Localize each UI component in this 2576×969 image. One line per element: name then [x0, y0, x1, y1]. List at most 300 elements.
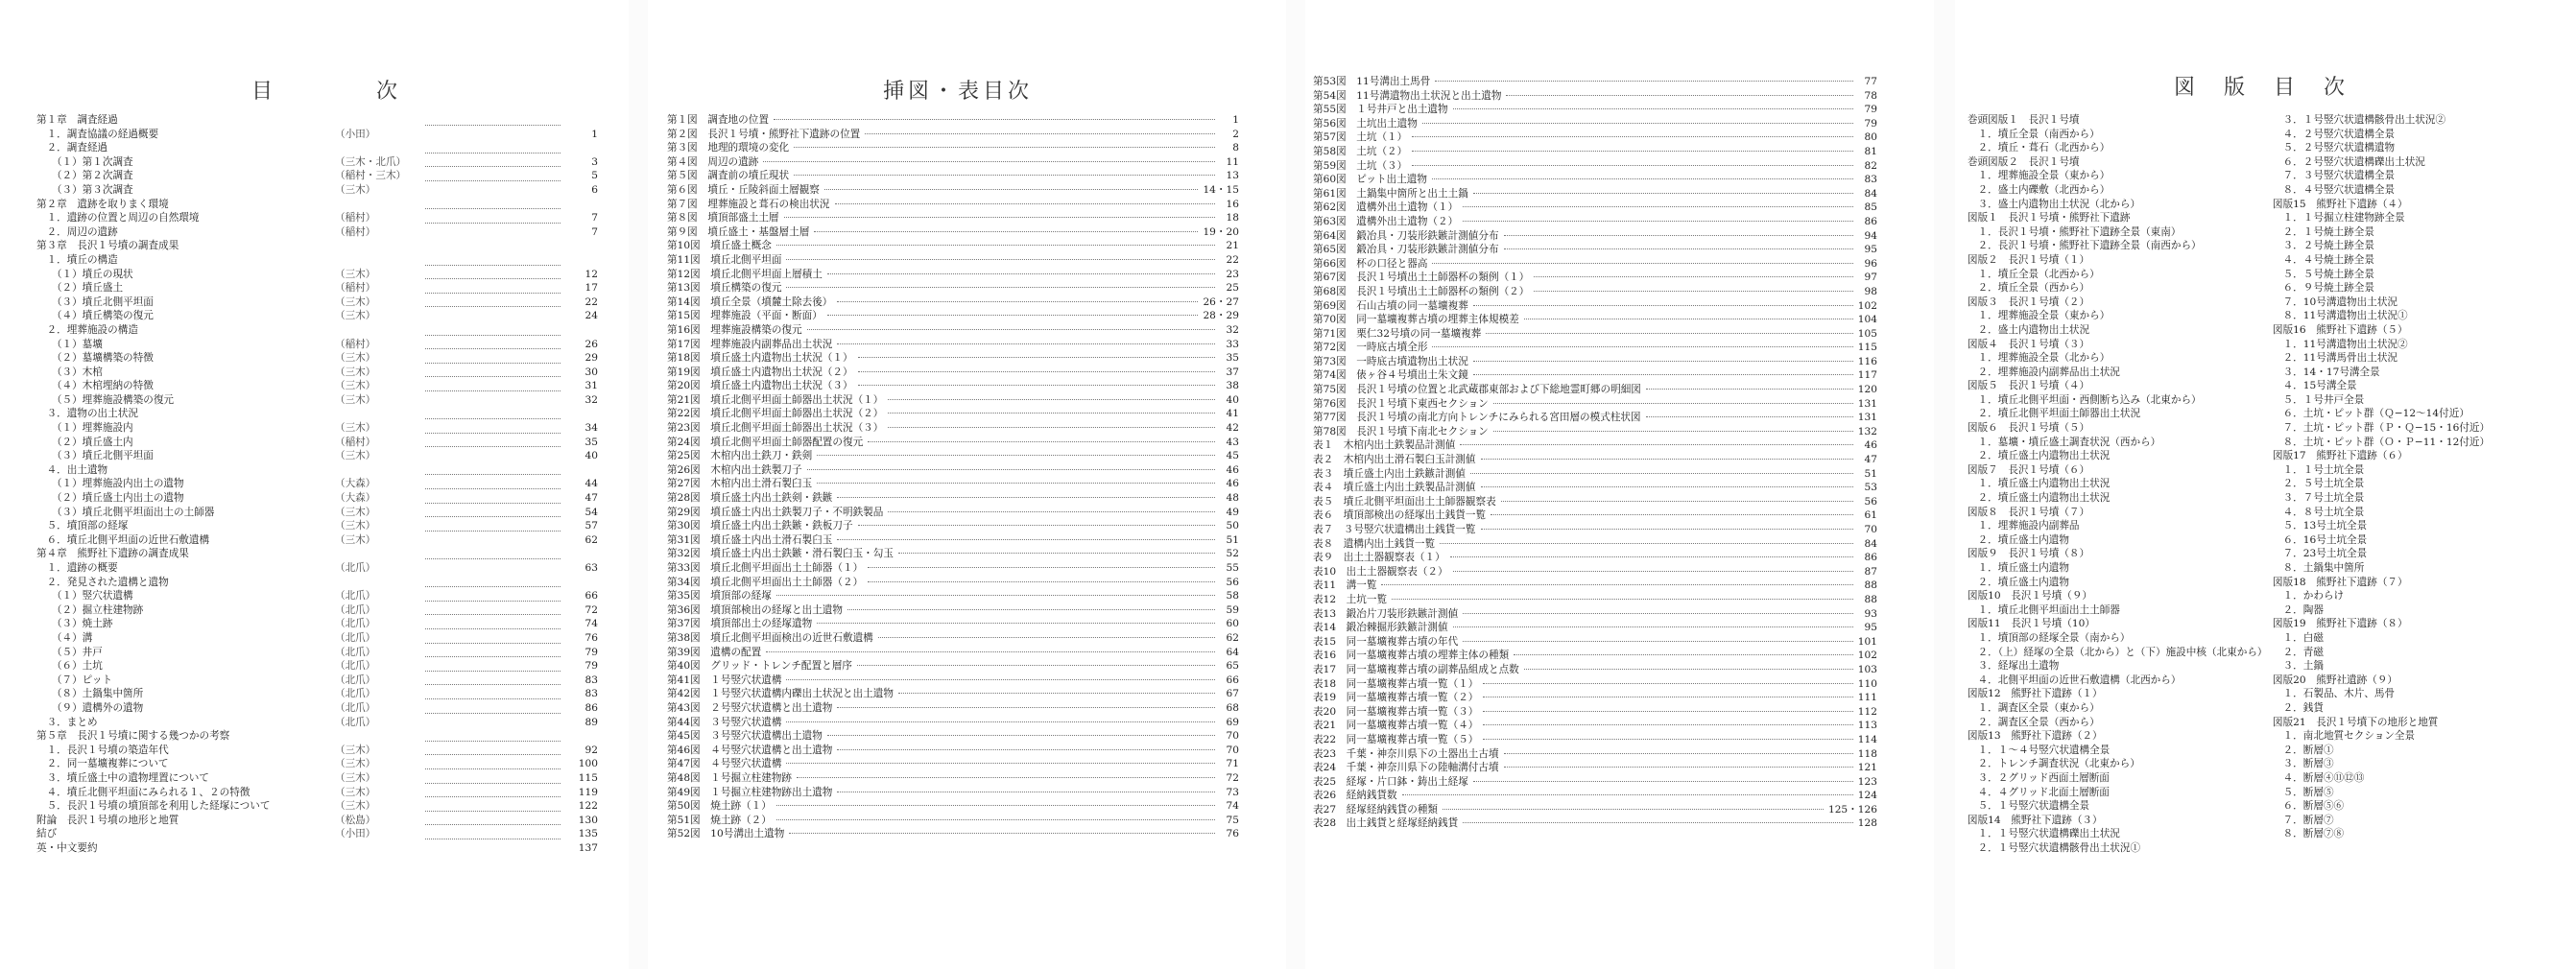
entry-author: （大森） — [335, 492, 376, 505]
entry-label: 第18図 墳丘盛土内遺物出土状況（１） — [667, 352, 853, 365]
dot-leader — [425, 713, 561, 714]
entry-page: 111 — [1857, 692, 1877, 704]
entry-page: 96 — [1864, 257, 1877, 270]
entry-page: 77 — [1864, 76, 1877, 87]
toc-entry — [1313, 705, 1877, 720]
plate-entry: ３．14・17号溝全景 — [2273, 366, 2380, 378]
toc-entry — [1313, 425, 1877, 439]
entry-label: 第33図 墳丘北側平坦面出土土師器（１） — [667, 562, 864, 574]
entry-label: 第75図 長沢１号墳の位置と北武蔵郡東部および下総地霊町郷の明細図 — [1313, 384, 1641, 396]
dot-leader — [857, 665, 1215, 666]
entry-label: 第74図 俵ヶ谷４号墳出土朱文鏡 — [1313, 369, 1468, 382]
entry-page: 132 — [1857, 425, 1877, 437]
plate-entry: ４．２号竪穴状遺構全景 — [2273, 128, 2396, 140]
toc-entry — [1313, 173, 1877, 187]
entry-author: （三木） — [335, 268, 376, 280]
entry-label: ３．遺物の出土状況 — [36, 408, 138, 420]
dot-leader — [827, 315, 1199, 316]
dot-leader — [1501, 501, 1853, 502]
toc-entry — [667, 155, 1239, 170]
dot-leader — [1453, 571, 1853, 572]
plate-entry: ７．３号竪穴状遺構全景 — [2273, 170, 2396, 182]
plate-entry: ７．10号溝遺物出土状況 — [2273, 295, 2398, 308]
plate-entry: ２．青磁 — [2273, 646, 2324, 658]
dot-leader — [425, 698, 561, 699]
toc-entry — [667, 491, 1239, 506]
dot-leader — [776, 805, 1215, 806]
entry-page: 62 — [1226, 631, 1239, 644]
entry-page: 115 — [1857, 342, 1877, 354]
toc-entry — [667, 169, 1239, 183]
plate-entry: 図版16 熊野社下遺跡（５） — [2273, 323, 2408, 336]
plate-entry: ８．断層⑦⑧ — [2273, 828, 2345, 840]
entry-page: 43 — [1226, 436, 1239, 448]
plate-entry: 図版５ 長沢１号墳（４） — [1968, 380, 2090, 392]
entry-label: 表22 同一墓壙複葬古墳一覧（５） — [1313, 733, 1479, 745]
entry-page: 5 — [591, 170, 598, 182]
plate-entry: １．１〜４号竪穴状遺構全景 — [1968, 744, 2111, 756]
entry-author: （三木・北爪） — [335, 155, 407, 168]
entry-label: （４）木棺埋納の特徴 — [36, 380, 154, 392]
entry-label: （３）墳丘北側平坦面出土の土師器 — [36, 506, 215, 518]
entry-page: 113 — [1857, 720, 1877, 732]
dot-leader — [807, 329, 1215, 330]
plate-entry: ７．断層⑦ — [2273, 814, 2334, 826]
entry-page: 65 — [1226, 660, 1239, 673]
toc-entry — [667, 799, 1239, 814]
entry-label: 第13図 墳丘構築の復元 — [667, 282, 782, 295]
toc-entry — [1313, 747, 1877, 762]
entry-page: 3 — [591, 155, 598, 168]
toc-entry — [1313, 327, 1877, 342]
plate-entry: ２．墳丘全景（西から） — [1968, 282, 2090, 295]
toc-entry — [1313, 621, 1877, 635]
dot-leader — [837, 539, 1215, 540]
toc-entry — [1313, 719, 1877, 733]
dot-leader — [868, 581, 1215, 582]
entry-label: 表27 経塚経納銭貨の種類 — [1313, 803, 1439, 815]
entry-label: 表13 鍛冶片刀装形鉄鏃計測値 — [1313, 607, 1459, 620]
entry-page: 26・27 — [1203, 295, 1239, 308]
dot-leader — [1443, 809, 1824, 810]
entry-label: 表28 出土銭貨と経塚経納銭貨 — [1313, 817, 1459, 830]
dot-leader — [766, 651, 1215, 652]
entry-author: （北爪） — [335, 716, 376, 728]
plate-entry: ４．断層④⑪⑫⑬ — [2273, 771, 2365, 784]
entry-label: 第４章 熊野社下遺跡の調査成果 — [36, 548, 189, 560]
entry-label: 結び — [36, 828, 58, 840]
entry-page: 37 — [1226, 366, 1239, 378]
entry-label: 表23 千葉・神奈川県下の土器出土古墳 — [1313, 747, 1499, 760]
toc-entry — [667, 268, 1239, 282]
entry-label: 第32図 墳丘盛土内出土鉄鏃・滑石製臼玉・勾玉 — [667, 548, 894, 560]
entry-label: 第22図 墳丘北側平坦面土師器出土状況（２） — [667, 408, 884, 420]
plate-entry: ４．４号焼土跡全景 — [2273, 253, 2374, 266]
entry-page: 61 — [1864, 509, 1877, 522]
entry-label: （１）墓壙 — [36, 338, 103, 350]
entry-label: １．遺跡の概要 — [36, 562, 118, 574]
plate-entry: ２．陶器 — [2273, 603, 2324, 616]
entry-label: 第63図 遺構外出土遺物（２） — [1313, 215, 1459, 227]
plate-entry: 図版19 熊野社下遺跡（８） — [2273, 618, 2408, 630]
dot-leader — [817, 483, 1215, 484]
entry-label: ２．同一墓壙複葬について — [36, 758, 169, 770]
entry-page: 2 — [1232, 128, 1239, 140]
plate-entry: ８．４号竪穴状遺構全景 — [2273, 183, 2396, 196]
entry-label: 第２図 長沢１号墳・熊野社下遺跡の位置 — [667, 128, 861, 140]
entry-author: （稲村） — [335, 212, 376, 225]
dot-leader — [1470, 473, 1853, 474]
entry-page: 35 — [584, 436, 598, 448]
dot-leader — [837, 343, 1215, 344]
entry-label: 第55図 １号井戸と出土遺物 — [1313, 104, 1448, 116]
entry-page: 48 — [1226, 492, 1239, 505]
toc-entry — [1313, 761, 1877, 775]
entry-label: 第60図 ピット出土遺物 — [1313, 174, 1427, 186]
plate-entry: １．１号掘立柱建物跡全景 — [2273, 212, 2405, 225]
plate-entry: 図版１ 長沢１号墳・熊野社下遺跡 — [1968, 212, 2131, 225]
toc-entry — [1313, 508, 1877, 523]
toc-entry — [667, 183, 1239, 198]
entry-label: 第54図 11号溝遺物出土状況と出土遺物 — [1313, 89, 1502, 102]
dot-leader — [425, 153, 561, 154]
entry-label: 表11 溝一覧 — [1313, 579, 1377, 592]
entry-page: 7 — [591, 212, 598, 225]
page-gutter — [629, 0, 648, 969]
plate-entry: ２．墳丘盛土内遺物 — [1968, 533, 2069, 546]
dot-leader — [1412, 136, 1853, 137]
plate-entry: ８．土鍋集中箇所 — [2273, 562, 2365, 574]
dot-leader — [786, 763, 1215, 764]
toc-entry — [1313, 453, 1877, 467]
dot-leader — [1646, 389, 1853, 390]
toc-entry — [667, 211, 1239, 225]
plate-entry: 図版17 熊野社下遺跡（６） — [2273, 450, 2408, 462]
entry-label: 第12図 墳丘北側平坦面上層積土 — [667, 268, 823, 280]
plates-list-right — [2273, 113, 2561, 841]
entry-label: ２．調査経過 — [36, 142, 108, 154]
dot-leader — [1493, 403, 1853, 404]
entry-page: 23 — [1226, 268, 1239, 280]
dot-leader — [1381, 584, 1853, 585]
entry-label: 第15図 埋葬施設（平面・断面） — [667, 310, 823, 322]
entry-author: （北爪） — [335, 701, 376, 714]
entry-page: 7 — [591, 225, 598, 238]
entry-label: 表19 同一墓壙複葬古墳一覧（２） — [1313, 692, 1479, 704]
plate-entry: ２．長沢１号墳・熊野社下遺跡全景（南西から） — [1968, 240, 2202, 252]
entry-label: （５）埋葬施設構築の復元 — [36, 393, 175, 406]
dot-leader — [1432, 263, 1853, 264]
entry-label: 第52図 10号溝出土遺物 — [667, 828, 785, 840]
entry-page: 32 — [584, 393, 598, 406]
toc-entry — [667, 744, 1239, 758]
entry-page: 31 — [584, 380, 598, 392]
dot-leader — [1440, 543, 1853, 544]
plate-entry: １．白磁 — [2273, 631, 2324, 644]
entry-label: ２．発見された遺構と遺物 — [36, 576, 169, 588]
toc-entry — [667, 659, 1239, 674]
entry-label: ４．出土遺物 — [36, 463, 108, 476]
entry-label: 第11図 墳丘北側平坦面 — [667, 253, 782, 266]
entry-author: （松島） — [335, 814, 376, 826]
entry-label: 第８図 墳頂部盛土土層 — [667, 212, 779, 225]
toc-entry — [36, 128, 598, 142]
entry-page: 105 — [1857, 327, 1877, 340]
dot-leader — [425, 208, 561, 209]
dot-leader — [425, 503, 561, 504]
entry-label: 第40図 グリッド・トレンチ配置と層序 — [667, 660, 852, 673]
toc-entry — [667, 533, 1239, 548]
dot-leader — [888, 413, 1215, 414]
entry-author: （北爪） — [335, 562, 376, 574]
entry-page: 47 — [584, 492, 598, 505]
entry-page: 137 — [578, 841, 598, 854]
entry-page: 79 — [1864, 104, 1877, 116]
plate-entry: １．埋葬施設全景（東から） — [1968, 170, 2111, 182]
plates-title: 図 版 目 次 — [2174, 76, 2349, 100]
entry-page: 17 — [584, 282, 598, 295]
dot-leader — [786, 259, 1215, 260]
entry-author: （三木） — [335, 520, 376, 532]
dot-leader — [784, 217, 1215, 218]
entry-page: 88 — [1864, 593, 1877, 605]
dot-leader — [1435, 81, 1853, 82]
entry-label: 第１章 調査経過 — [36, 114, 118, 126]
entry-page: 128 — [1857, 817, 1877, 830]
dot-leader — [1422, 123, 1853, 124]
entry-page: 56 — [1864, 495, 1877, 508]
plate-entry: ２．墳丘北側平坦面土師器出土状況 — [1968, 408, 2141, 420]
plate-entry: ６．９号焼土跡全景 — [2273, 282, 2374, 295]
entry-author: （三木） — [335, 393, 376, 406]
entry-label: ５．墳頂部の経塚 — [36, 520, 129, 532]
dot-leader — [425, 418, 561, 419]
dot-leader — [776, 245, 1215, 246]
plate-entry: ３．経塚出土遺物 — [1968, 660, 2060, 673]
entry-label: 第25図 木棺内出土鉄刀・鉄剣 — [667, 450, 813, 462]
plate-entry: ２．墳丘盛土内遺物 — [1968, 576, 2069, 588]
entry-label: 第29図 墳丘盛土内出土鉄製刀子・不明鉄製品 — [667, 506, 884, 518]
toc-entry — [667, 253, 1239, 268]
toc-entry — [667, 351, 1239, 366]
toc-entry — [1313, 355, 1877, 369]
entry-page: 74 — [1226, 800, 1239, 813]
entry-page: 79 — [584, 660, 598, 673]
entry-author: （三木） — [335, 183, 376, 196]
dot-leader — [1432, 178, 1853, 179]
dot-leader — [837, 707, 1215, 708]
entry-page: 46 — [1226, 463, 1239, 476]
entry-label: （１）埋葬施設内出土の遺物 — [36, 478, 184, 490]
entry-label: 表18 同一墓壙複葬古墳一覧（１） — [1313, 677, 1479, 690]
entry-label: 表10 出土土器観察表（２） — [1313, 565, 1448, 578]
entry-label: 第66図 杯の口径と器高 — [1313, 257, 1428, 270]
entry-page: 28・29 — [1203, 310, 1239, 322]
entry-author: （三木） — [335, 450, 376, 462]
plate-entry: １．埋葬施設全景（東から） — [1968, 310, 2111, 322]
dot-leader — [425, 741, 561, 742]
toc-entry — [667, 295, 1239, 310]
entry-page: 60 — [1226, 618, 1239, 630]
entry-label: 表８ 遺構内出土銭貨一覧 — [1313, 537, 1436, 550]
entry-label: 第６図 墳丘・丘陵斜面土層観察 — [667, 183, 820, 196]
entry-label: 表20 同一墓壙複葬古墳一覧（３） — [1313, 705, 1479, 718]
entry-page: 95 — [1864, 244, 1877, 256]
entry-label: 第73図 一時底古墳遺物出土状況 — [1313, 355, 1468, 367]
entry-label: 第78図 長沢１号墳下南北セクション — [1313, 425, 1489, 437]
entry-page: 33 — [1226, 338, 1239, 350]
entry-label: 表３ 墳丘盛土内出土鉄鏃計測値 — [1313, 467, 1466, 480]
entry-page: 79 — [1864, 117, 1877, 130]
toc-entry — [667, 338, 1239, 352]
dot-leader — [888, 399, 1215, 400]
entry-label: 第61図 土鍋集中箇所と出土土鍋 — [1313, 187, 1468, 200]
dot-leader — [1453, 626, 1853, 627]
dot-leader — [858, 371, 1215, 372]
toc-entry — [667, 576, 1239, 590]
entry-label: 第50図 焼土跡（１） — [667, 800, 772, 813]
toc-entry — [36, 225, 598, 240]
entry-label: 第28図 墳丘盛土内出土鉄剣・鉄鏃 — [667, 492, 833, 505]
entry-page: 22 — [584, 295, 598, 308]
plate-entry: 図版13 熊野社下遺跡（２） — [1968, 730, 2103, 743]
dot-leader — [835, 203, 1216, 204]
toc-entry — [667, 449, 1239, 463]
toc-entry — [667, 477, 1239, 491]
entry-page: 81 — [1864, 145, 1877, 157]
entry-label: 第20図 墳丘盛土内遺物出土状況（３） — [667, 380, 853, 392]
dot-leader — [1504, 248, 1853, 249]
entry-page: 102 — [1857, 650, 1877, 662]
entry-label: （２）墳丘盛土内出土の遺物 — [36, 492, 184, 505]
toc-entry — [1313, 467, 1877, 482]
entry-label: 表21 同一墓壙複葬古墳一覧（４） — [1313, 720, 1479, 732]
dot-leader — [865, 133, 1215, 134]
entry-page: 101 — [1857, 635, 1877, 648]
plate-entry: １．石製品、木片、馬骨 — [2273, 688, 2396, 700]
entry-label: ６．墳丘北側平坦面の近世石敷遺構 — [36, 533, 210, 546]
toc-entry — [36, 841, 598, 856]
toc-entry — [667, 113, 1239, 128]
entry-label: 表14 鍛冶棘掘形鉄鏃計測値 — [1313, 622, 1448, 634]
plate-entry: １．墳丘盛土内遺物 — [1968, 562, 2069, 574]
entry-page: 76 — [1226, 828, 1239, 840]
dot-leader — [425, 265, 561, 266]
plate-entry: 図版15 熊野社下遺跡（４） — [2273, 198, 2408, 210]
plate-entry: ６．２号竪穴状遺構礫出土状況 — [2273, 155, 2425, 168]
toc-entry — [1313, 495, 1877, 509]
toc-entry — [36, 309, 598, 323]
dot-leader — [425, 376, 561, 377]
entry-author: （稲村） — [335, 436, 376, 448]
plates-list-left — [1968, 113, 2268, 855]
toc-entry — [1313, 89, 1877, 104]
plate-entry: ２．銭貨 — [2273, 701, 2324, 714]
entry-label: 第44図 ３号竪穴状遺構 — [667, 716, 782, 728]
dot-leader — [786, 721, 1215, 722]
dot-leader — [776, 595, 1215, 596]
entry-label: 第21図 墳丘北側平坦面土師器出土状況（１） — [667, 393, 884, 406]
entry-label: 第67図 長沢１号墳出土土師器杯の類例（１） — [1313, 272, 1530, 284]
toc-entry — [1313, 803, 1877, 817]
entry-page: 51 — [1864, 467, 1877, 480]
toc-entry — [1313, 635, 1877, 650]
entry-label: 第19図 墳丘盛土内遺物出土状況（２） — [667, 366, 853, 378]
entry-label: 第42図 １号竪穴状遺構内礫出土状況と出土遺物 — [667, 688, 894, 700]
dot-leader — [898, 693, 1215, 694]
toc-entry — [36, 533, 598, 548]
contents-title: 目 次 — [251, 80, 402, 104]
dot-leader — [797, 777, 1215, 778]
entry-author: （北爪） — [335, 590, 376, 603]
entry-label: 表１ 木棺内出土鉄製品計測値 — [1313, 439, 1456, 452]
entry-page: 34 — [584, 422, 598, 435]
entry-label: ２．埋葬施設の構造 — [36, 323, 138, 336]
plate-entry: ２．11号溝馬骨出土状況 — [2273, 352, 2398, 365]
entry-page: 97 — [1864, 272, 1877, 284]
entry-label: 第16図 埋葬施設構築の復元 — [667, 323, 802, 336]
dot-leader — [425, 433, 561, 434]
toc-entry — [1313, 75, 1877, 89]
entry-page: 41 — [1226, 408, 1239, 420]
entry-page: 55 — [1226, 562, 1239, 574]
dot-leader — [1481, 459, 1854, 460]
plate-entry: ７．土坑・ピット群（Ｐ・Ｑ−15・16付近） — [2273, 422, 2491, 435]
toc-entry — [36, 183, 598, 198]
entry-label: １．遺跡の位置と周辺の自然環境 — [36, 212, 200, 225]
entry-label: 第59図 土坑（３） — [1313, 159, 1408, 172]
entry-page: 19・20 — [1203, 225, 1239, 238]
toc-entry — [1313, 285, 1877, 299]
entry-label: （１）第１次調査 — [36, 155, 133, 168]
entry-label: 第53図 11号溝出土馬骨 — [1313, 76, 1431, 87]
entry-page: 53 — [1864, 482, 1877, 494]
entry-label: （３）墳丘北側平坦面 — [36, 295, 154, 308]
entry-page: 71 — [1226, 758, 1239, 770]
toc-entry — [1313, 663, 1877, 677]
plate-entry: ３．１号竪穴状遺構骸骨出土状況② — [2273, 114, 2446, 126]
dot-leader — [1463, 206, 1853, 207]
entry-page: 135 — [578, 828, 598, 840]
plate-entry: １．長沢１号墳・熊野社下遺跡全景（東南） — [1968, 225, 2182, 238]
dot-leader — [858, 385, 1215, 386]
dot-leader — [1524, 669, 1853, 670]
page-gutter — [1934, 0, 1955, 969]
dot-leader — [1483, 683, 1852, 684]
dot-leader — [1473, 781, 1853, 782]
plate-entry: １．墳丘北側平坦面出土土師器 — [1968, 603, 2120, 616]
dot-leader — [837, 497, 1215, 498]
entry-page: 32 — [1226, 323, 1239, 336]
dot-leader — [837, 301, 1198, 302]
entry-label: 第24図 墳丘北側平坦面土師器配置の復元 — [667, 436, 864, 448]
toc-entry — [1313, 649, 1877, 663]
entry-page: 70 — [1226, 730, 1239, 743]
toc-entry — [667, 674, 1239, 688]
entry-author: （三木） — [335, 310, 376, 322]
plate-entry: 図版９ 長沢１号墳（８） — [1968, 548, 2090, 560]
dot-leader — [425, 586, 561, 587]
dot-leader — [774, 119, 1215, 120]
entry-label: （６）土坑 — [36, 660, 103, 673]
dot-leader — [888, 511, 1215, 512]
toc-entry — [1313, 551, 1877, 565]
entry-author: （北爪） — [335, 674, 376, 686]
toc-entry — [667, 128, 1239, 142]
dot-leader — [425, 601, 561, 602]
toc-entry — [1313, 775, 1877, 790]
dot-leader — [1646, 416, 1853, 417]
